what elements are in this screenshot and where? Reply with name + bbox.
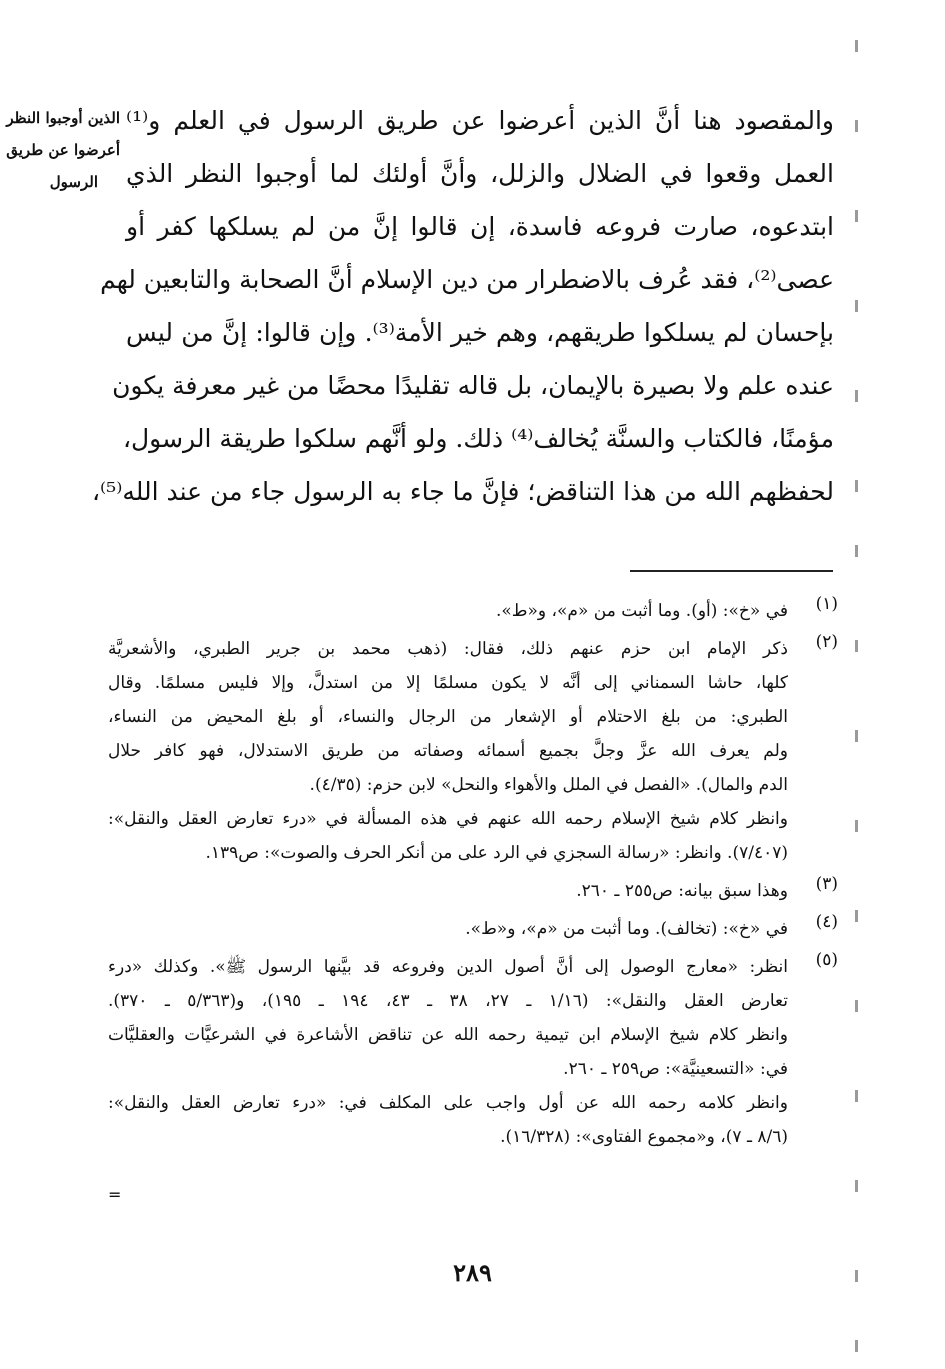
footnote-line: ذكر الإمام ابن حزم عنهم ذلك، فقال: (ذهب محمد بن جرير الطبري، والأشعريَّة: [108, 639, 788, 659]
margin-note-line: الذين أوجبوا النظر: [6, 109, 120, 127]
footnote-number: (٢): [815, 632, 838, 652]
footnote-line: في «خ»: (تخالف). وما أثبت من «م»، و«ط».: [465, 919, 788, 939]
body-line: عنده علم ولا بصيرة بالإيمان، بل قاله تقليدًا محضًا من غير معرفة يكون: [112, 371, 834, 400]
footnote-number: (١): [815, 594, 838, 614]
footnote-2: [108, 632, 838, 870]
footnote-line: وانظر كلام شيخ الإسلام رحمه الله عنهم في هذه المسألة في «درء تعارض العقل والنقل»:: [108, 809, 788, 829]
footnote-line: وانظر كلامه رحمه الله عن أول واجب على المكلف في: «درء تعارض العقل والنقل»:: [108, 1093, 788, 1113]
continuation-mark: =: [108, 1185, 122, 1204]
scan-edge-marks: [855, 0, 861, 1369]
footnote-number: (٥): [815, 950, 838, 970]
footnote-line: انظر: «معارج الوصول إلى أنَّ أصول الدين وفروعه قد بيَّنها الرسول ﷺ». وكذلك «درء: [108, 957, 788, 977]
margin-heading-note: [6, 102, 120, 198]
body-line: مؤمنًا، فالكتاب والسنَّة يُخالف⁽⁴⁾ ذلك. ولو أنَّهم سلكوا طريقة الرسول،: [122, 424, 834, 453]
footnote-line: وهذا سبق بيانه: ص٢٥٥ ـ ٢٦٠.: [576, 881, 788, 901]
footnote-line: الدم والمال). «الفصل في الملل والأهواء والنحل» لابن حزم: (٤/٣٥).: [309, 775, 788, 795]
footnote-line: وانظر كلام شيخ الإسلام ابن تيمية رحمه الله عن تناقض الأشاعرة في الشرعيَّات والعقليَّات: [108, 1025, 788, 1045]
body-line: ابتدعوه، صارت فروعه فاسدة، إن قالوا إنَّ من لم يسلكها كفر أو: [126, 212, 834, 241]
footnote-line: في «خ»: (أو). وما أثبت من «م»، و«ط».: [496, 601, 788, 621]
footnote-4: [108, 912, 838, 946]
body-line: بإحسان لم يسلكوا طريقهم، وهم خير الأمة⁽³⁾. وإن قالوا: إنَّ من ليس: [126, 318, 834, 347]
footnote-line: في: «التسعينيَّة»: ص٢٥٩ ـ ٢٦٠.: [563, 1059, 788, 1079]
footnote-number: (٣): [815, 874, 838, 894]
margin-note-line: أعرضوا عن طريق: [6, 141, 120, 159]
page-number: ٢٨٩: [453, 1258, 492, 1287]
footnotes: [108, 594, 838, 1154]
footnote-3: [108, 874, 838, 908]
footnote-line: كلها، حاشا السمناني إلى أنَّه لا يكون مسلمًا إلا من استدلَّ، وإلا فليس مسلمًا. وقال: [108, 673, 788, 693]
footnote-number: (٤): [815, 912, 838, 932]
footnote-1: [108, 594, 838, 628]
body-line: لحفظهم الله من هذا التناقض؛ فإنَّ ما جاء به الرسول جاء من عند الله⁽⁵⁾،: [91, 477, 834, 506]
footnote-line: الطبري: من بلغ الاحتلام أو الإشعار من الرجال والنساء، أو بلغ المحيض من النساء،: [108, 707, 788, 727]
margin-note-line: الرسول: [49, 173, 98, 191]
footnote-separator: [630, 570, 833, 572]
footnote-5: [108, 950, 838, 1154]
main-body-text: [91, 94, 834, 518]
body-line: العمل وقعوا في الضلال والزلل، وأنَّ أولئك لما أوجبوا النظر الذي: [126, 159, 834, 188]
body-line: والمقصود هنا أنَّ الذين أعرضوا عن طريق الرسول في العلم و⁽¹⁾: [126, 106, 834, 135]
footnote-line: (٧/٤٠٧). وانظر: «رسالة السجزي في الرد على من أنكر الحرف والصوت»: ص١٣٩.: [205, 843, 788, 863]
footnote-line: (٨/٦ ـ ٧)، و«مجموع الفتاوى»: (١٦/٣٢٨).: [500, 1127, 788, 1147]
footnote-line: ولم يعرف الله عزَّ وجلَّ بجميع أسمائه وصفاته من طريق الاستدلال، فهو كافر حلال: [108, 741, 788, 761]
body-line: عصى⁽²⁾، فقد عُرف بالاضطرار من دين الإسلام أنَّ الصحابة والتابعين لهم: [100, 265, 834, 294]
footnote-line: تعارض العقل والنقل»: (١/١٦ ـ ٢٧، ٣٨ ـ ٤٣، ١٩٤ ـ ١٩٥)، و(٥/٣٦٣ ـ ٣٧٠).: [108, 991, 788, 1011]
